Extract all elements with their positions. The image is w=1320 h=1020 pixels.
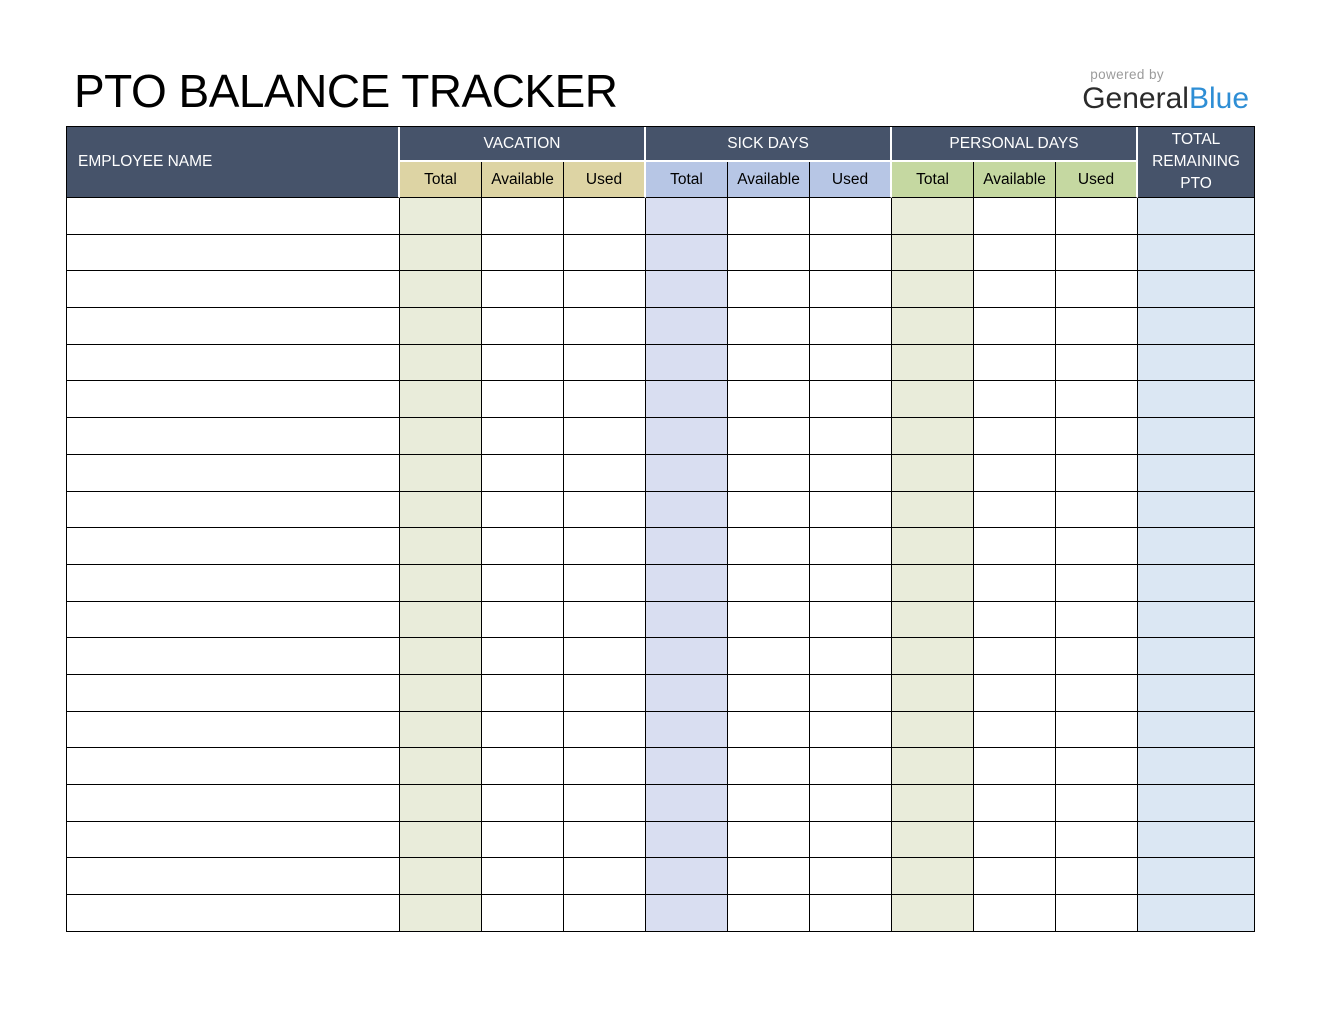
vac-total-cell[interactable] bbox=[400, 528, 482, 565]
vac-available-cell[interactable] bbox=[482, 858, 564, 895]
group-header-row bbox=[67, 127, 1255, 162]
vac-available-cell[interactable] bbox=[482, 198, 564, 235]
vac-used-cell[interactable] bbox=[564, 565, 646, 602]
total-remaining-pto-header: TOTAL REMAINING PTO bbox=[1138, 127, 1255, 198]
sick-used-cell[interactable] bbox=[810, 822, 892, 859]
pers-total-cell[interactable] bbox=[892, 345, 974, 382]
vac-available-cell[interactable] bbox=[482, 748, 564, 785]
pers-used-cell[interactable] bbox=[1056, 712, 1138, 749]
vac-total-cell[interactable] bbox=[400, 748, 482, 785]
sick-total-cell[interactable] bbox=[646, 345, 728, 382]
sick-total-cell[interactable] bbox=[646, 895, 728, 932]
sick-total-cell[interactable] bbox=[646, 638, 728, 675]
vac-available-cell[interactable] bbox=[482, 345, 564, 382]
vac-available-cell[interactable] bbox=[482, 418, 564, 455]
sick-used-cell[interactable] bbox=[810, 492, 892, 529]
employee-row bbox=[67, 308, 1255, 345]
vac-total-cell[interactable] bbox=[400, 308, 482, 345]
pers-used-cell[interactable] bbox=[1056, 418, 1138, 455]
sick-total-cell[interactable] bbox=[646, 528, 728, 565]
sick-used-cell[interactable] bbox=[810, 895, 892, 932]
sick-total-cell[interactable] bbox=[646, 492, 728, 529]
sick-total-cell[interactable] bbox=[646, 381, 728, 418]
vac-available-cell[interactable] bbox=[482, 235, 564, 272]
pers-available-cell[interactable] bbox=[974, 675, 1056, 712]
employee-name-cell[interactable] bbox=[67, 675, 400, 712]
employee-row bbox=[67, 858, 1255, 895]
pers-available-cell[interactable] bbox=[974, 235, 1056, 272]
sick-available-cell[interactable] bbox=[728, 418, 810, 455]
employee-name-cell[interactable] bbox=[67, 528, 400, 565]
group-header-vacation: VACATION bbox=[400, 127, 646, 162]
vac-total-cell[interactable] bbox=[400, 271, 482, 308]
pers-used-cell[interactable] bbox=[1056, 565, 1138, 602]
subheader-sick-total: Total bbox=[646, 162, 728, 198]
total-remaining-pto-cell[interactable] bbox=[1138, 675, 1255, 712]
subheader-personal-available: Available bbox=[974, 162, 1056, 198]
vac-used-cell[interactable] bbox=[564, 638, 646, 675]
pers-total-cell[interactable] bbox=[892, 308, 974, 345]
employee-name-cell[interactable] bbox=[67, 858, 400, 895]
vac-used-cell[interactable] bbox=[564, 418, 646, 455]
sick-available-cell[interactable] bbox=[728, 528, 810, 565]
vac-used-cell[interactable] bbox=[564, 748, 646, 785]
brand-general-text: General bbox=[1082, 82, 1189, 115]
employee-name-cell[interactable] bbox=[67, 418, 400, 455]
vac-total-cell[interactable] bbox=[400, 822, 482, 859]
sick-used-cell[interactable] bbox=[810, 785, 892, 822]
employee-row bbox=[67, 381, 1255, 418]
total-remaining-pto-cell[interactable] bbox=[1138, 418, 1255, 455]
employee-name-cell[interactable] bbox=[67, 345, 400, 382]
vac-total-cell[interactable] bbox=[400, 895, 482, 932]
vac-total-cell[interactable] bbox=[400, 638, 482, 675]
pers-used-cell[interactable] bbox=[1056, 308, 1138, 345]
employee-name-cell[interactable] bbox=[67, 271, 400, 308]
total-remaining-pto-cell[interactable] bbox=[1138, 858, 1255, 895]
sick-used-cell[interactable] bbox=[810, 455, 892, 492]
pers-total-cell[interactable] bbox=[892, 675, 974, 712]
pers-used-cell[interactable] bbox=[1056, 235, 1138, 272]
sick-used-cell[interactable] bbox=[810, 235, 892, 272]
sick-available-cell[interactable] bbox=[728, 235, 810, 272]
pers-used-cell[interactable] bbox=[1056, 858, 1138, 895]
vac-used-cell[interactable] bbox=[564, 712, 646, 749]
sick-used-cell[interactable] bbox=[810, 381, 892, 418]
sick-total-cell[interactable] bbox=[646, 198, 728, 235]
pers-available-cell[interactable] bbox=[974, 565, 1056, 602]
table-body bbox=[67, 198, 1255, 932]
employee-row bbox=[67, 638, 1255, 675]
vac-total-cell[interactable] bbox=[400, 455, 482, 492]
pers-used-cell[interactable] bbox=[1056, 675, 1138, 712]
brand-wordmark bbox=[1082, 83, 1249, 115]
vac-available-cell[interactable] bbox=[482, 381, 564, 418]
sick-total-cell[interactable] bbox=[646, 712, 728, 749]
vac-total-cell[interactable] bbox=[400, 712, 482, 749]
sick-used-cell[interactable] bbox=[810, 308, 892, 345]
employee-row bbox=[67, 675, 1255, 712]
pers-total-cell[interactable] bbox=[892, 492, 974, 529]
total-remaining-pto-cell[interactable] bbox=[1138, 712, 1255, 749]
subheader-vacation-available: Available bbox=[482, 162, 564, 198]
vac-used-cell[interactable] bbox=[564, 858, 646, 895]
employee-row bbox=[67, 895, 1255, 932]
pers-used-cell[interactable] bbox=[1056, 455, 1138, 492]
total-remaining-pto-cell[interactable] bbox=[1138, 528, 1255, 565]
total-remaining-pto-cell[interactable] bbox=[1138, 895, 1255, 932]
employee-row bbox=[67, 271, 1255, 308]
pers-available-cell[interactable] bbox=[974, 785, 1056, 822]
sick-used-cell[interactable] bbox=[810, 565, 892, 602]
sick-total-cell[interactable] bbox=[646, 785, 728, 822]
sick-available-cell[interactable] bbox=[728, 271, 810, 308]
total-remaining-pto-cell[interactable] bbox=[1138, 381, 1255, 418]
vac-available-cell[interactable] bbox=[482, 492, 564, 529]
pers-used-cell[interactable] bbox=[1056, 895, 1138, 932]
sick-total-cell[interactable] bbox=[646, 418, 728, 455]
sick-used-cell[interactable] bbox=[810, 675, 892, 712]
vac-total-cell[interactable] bbox=[400, 198, 482, 235]
table-header bbox=[67, 127, 1255, 198]
pers-total-cell[interactable] bbox=[892, 785, 974, 822]
pto-balance-table bbox=[66, 126, 1255, 932]
vac-used-cell[interactable] bbox=[564, 822, 646, 859]
vac-used-cell[interactable] bbox=[564, 235, 646, 272]
generalblue-logo bbox=[1082, 67, 1249, 115]
pers-total-cell[interactable] bbox=[892, 565, 974, 602]
employee-row bbox=[67, 455, 1255, 492]
employee-row bbox=[67, 198, 1255, 235]
total-remaining-pto-cell[interactable] bbox=[1138, 235, 1255, 272]
total-remaining-pto-cell[interactable] bbox=[1138, 455, 1255, 492]
brand-blue-text: Blue bbox=[1188, 82, 1249, 115]
total-remaining-pto-cell[interactable] bbox=[1138, 565, 1255, 602]
vac-total-cell[interactable] bbox=[400, 785, 482, 822]
pers-used-cell[interactable] bbox=[1056, 492, 1138, 529]
sick-used-cell[interactable] bbox=[810, 712, 892, 749]
pers-used-cell[interactable] bbox=[1056, 602, 1138, 639]
vac-available-cell[interactable] bbox=[482, 528, 564, 565]
vac-total-cell[interactable] bbox=[400, 565, 482, 602]
subheader-personal-used: Used bbox=[1056, 162, 1138, 198]
pers-available-cell[interactable] bbox=[974, 418, 1056, 455]
employee-row bbox=[67, 528, 1255, 565]
employee-row bbox=[67, 235, 1255, 272]
employee-name-cell[interactable] bbox=[67, 822, 400, 859]
employee-name-cell[interactable] bbox=[67, 895, 400, 932]
pers-used-cell[interactable] bbox=[1056, 345, 1138, 382]
vac-total-cell[interactable] bbox=[400, 602, 482, 639]
sick-available-cell[interactable] bbox=[728, 381, 810, 418]
vac-available-cell[interactable] bbox=[482, 785, 564, 822]
vac-total-cell[interactable] bbox=[400, 858, 482, 895]
pers-available-cell[interactable] bbox=[974, 602, 1056, 639]
vac-used-cell[interactable] bbox=[564, 345, 646, 382]
vac-used-cell[interactable] bbox=[564, 528, 646, 565]
subheader-vacation-used: Used bbox=[564, 162, 646, 198]
employee-row bbox=[67, 748, 1255, 785]
sick-available-cell[interactable] bbox=[728, 785, 810, 822]
pers-available-cell[interactable] bbox=[974, 381, 1056, 418]
pers-available-cell[interactable] bbox=[974, 748, 1056, 785]
sick-used-cell[interactable] bbox=[810, 858, 892, 895]
vac-used-cell[interactable] bbox=[564, 602, 646, 639]
pers-available-cell[interactable] bbox=[974, 822, 1056, 859]
sick-available-cell[interactable] bbox=[728, 895, 810, 932]
vac-used-cell[interactable] bbox=[564, 675, 646, 712]
sick-available-cell[interactable] bbox=[728, 492, 810, 529]
sick-available-cell[interactable] bbox=[728, 602, 810, 639]
pers-total-cell[interactable] bbox=[892, 895, 974, 932]
vac-available-cell[interactable] bbox=[482, 565, 564, 602]
employee-name-cell[interactable] bbox=[67, 235, 400, 272]
employee-row bbox=[67, 418, 1255, 455]
pers-available-cell[interactable] bbox=[974, 492, 1056, 529]
pers-available-cell[interactable] bbox=[974, 308, 1056, 345]
sick-used-cell[interactable] bbox=[810, 528, 892, 565]
subheader-sick-available: Available bbox=[728, 162, 810, 198]
powered-by-text: powered by bbox=[1090, 67, 1165, 82]
vac-available-cell[interactable] bbox=[482, 271, 564, 308]
pers-available-cell[interactable] bbox=[974, 528, 1056, 565]
page-title: PTO BALANCE TRACKER bbox=[74, 65, 618, 117]
employee-row bbox=[67, 345, 1255, 382]
vac-available-cell[interactable] bbox=[482, 822, 564, 859]
employee-name-cell[interactable] bbox=[67, 565, 400, 602]
total-remaining-pto-cell[interactable] bbox=[1138, 271, 1255, 308]
sick-available-cell[interactable] bbox=[728, 638, 810, 675]
sick-used-cell[interactable] bbox=[810, 345, 892, 382]
sick-available-cell[interactable] bbox=[728, 198, 810, 235]
employee-name-header: EMPLOYEE NAME bbox=[67, 127, 400, 198]
pers-total-cell[interactable] bbox=[892, 528, 974, 565]
pers-total-cell[interactable] bbox=[892, 602, 974, 639]
employee-name-cell[interactable] bbox=[67, 455, 400, 492]
sick-available-cell[interactable] bbox=[728, 565, 810, 602]
employee-row bbox=[67, 565, 1255, 602]
pers-available-cell[interactable] bbox=[974, 345, 1056, 382]
sick-available-cell[interactable] bbox=[728, 455, 810, 492]
pers-total-cell[interactable] bbox=[892, 381, 974, 418]
group-header-sick-days: SICK DAYS bbox=[646, 127, 892, 162]
sick-available-cell[interactable] bbox=[728, 822, 810, 859]
vac-used-cell[interactable] bbox=[564, 492, 646, 529]
employee-name-cell[interactable] bbox=[67, 308, 400, 345]
pers-available-cell[interactable] bbox=[974, 712, 1056, 749]
pers-total-cell[interactable] bbox=[892, 198, 974, 235]
vac-total-cell[interactable] bbox=[400, 675, 482, 712]
sick-available-cell[interactable] bbox=[728, 712, 810, 749]
total-remaining-pto-cell[interactable] bbox=[1138, 602, 1255, 639]
vac-total-cell[interactable] bbox=[400, 345, 482, 382]
employee-name-cell[interactable] bbox=[67, 381, 400, 418]
sick-available-cell[interactable] bbox=[728, 308, 810, 345]
pers-available-cell[interactable] bbox=[974, 198, 1056, 235]
subheader-personal-total: Total bbox=[892, 162, 974, 198]
pers-total-cell[interactable] bbox=[892, 455, 974, 492]
vac-used-cell[interactable] bbox=[564, 198, 646, 235]
sick-total-cell[interactable] bbox=[646, 675, 728, 712]
pers-used-cell[interactable] bbox=[1056, 748, 1138, 785]
employee-row bbox=[67, 602, 1255, 639]
total-remaining-pto-cell[interactable] bbox=[1138, 345, 1255, 382]
sick-used-cell[interactable] bbox=[810, 602, 892, 639]
group-header-personal-days: PERSONAL DAYS bbox=[892, 127, 1138, 162]
vac-available-cell[interactable] bbox=[482, 602, 564, 639]
vac-used-cell[interactable] bbox=[564, 895, 646, 932]
vac-total-cell[interactable] bbox=[400, 418, 482, 455]
sick-total-cell[interactable] bbox=[646, 565, 728, 602]
vac-used-cell[interactable] bbox=[564, 271, 646, 308]
pers-available-cell[interactable] bbox=[974, 271, 1056, 308]
sick-used-cell[interactable] bbox=[810, 271, 892, 308]
total-remaining-pto-cell[interactable] bbox=[1138, 748, 1255, 785]
pers-total-cell[interactable] bbox=[892, 271, 974, 308]
pers-total-cell[interactable] bbox=[892, 822, 974, 859]
employee-name-cell[interactable] bbox=[67, 492, 400, 529]
vac-used-cell[interactable] bbox=[564, 785, 646, 822]
pers-available-cell[interactable] bbox=[974, 638, 1056, 675]
vac-total-cell[interactable] bbox=[400, 381, 482, 418]
pers-used-cell[interactable] bbox=[1056, 785, 1138, 822]
vac-used-cell[interactable] bbox=[564, 455, 646, 492]
sick-used-cell[interactable] bbox=[810, 638, 892, 675]
pers-available-cell[interactable] bbox=[974, 895, 1056, 932]
vac-total-cell[interactable] bbox=[400, 492, 482, 529]
vac-available-cell[interactable] bbox=[482, 455, 564, 492]
pers-used-cell[interactable] bbox=[1056, 198, 1138, 235]
total-remaining-pto-cell[interactable] bbox=[1138, 308, 1255, 345]
sick-total-cell[interactable] bbox=[646, 602, 728, 639]
total-remaining-pto-cell[interactable] bbox=[1138, 822, 1255, 859]
pers-total-cell[interactable] bbox=[892, 712, 974, 749]
pers-used-cell[interactable] bbox=[1056, 638, 1138, 675]
vac-available-cell[interactable] bbox=[482, 895, 564, 932]
sick-used-cell[interactable] bbox=[810, 198, 892, 235]
sick-total-cell[interactable] bbox=[646, 822, 728, 859]
vac-available-cell[interactable] bbox=[482, 308, 564, 345]
sick-total-cell[interactable] bbox=[646, 308, 728, 345]
sick-total-cell[interactable] bbox=[646, 235, 728, 272]
sick-available-cell[interactable] bbox=[728, 345, 810, 382]
employee-row bbox=[67, 712, 1255, 749]
total-remaining-pto-cell[interactable] bbox=[1138, 785, 1255, 822]
pers-total-cell[interactable] bbox=[892, 748, 974, 785]
total-remaining-pto-cell[interactable] bbox=[1138, 492, 1255, 529]
vac-available-cell[interactable] bbox=[482, 638, 564, 675]
pers-used-cell[interactable] bbox=[1056, 271, 1138, 308]
pers-total-cell[interactable] bbox=[892, 638, 974, 675]
pers-total-cell[interactable] bbox=[892, 235, 974, 272]
employee-row bbox=[67, 785, 1255, 822]
vac-used-cell[interactable] bbox=[564, 308, 646, 345]
employee-name-cell[interactable] bbox=[67, 638, 400, 675]
employee-row bbox=[67, 492, 1255, 529]
employee-name-cell[interactable] bbox=[67, 748, 400, 785]
vac-used-cell[interactable] bbox=[564, 381, 646, 418]
employee-name-cell[interactable] bbox=[67, 785, 400, 822]
sick-total-cell[interactable] bbox=[646, 858, 728, 895]
employee-name-cell[interactable] bbox=[67, 602, 400, 639]
vac-available-cell[interactable] bbox=[482, 712, 564, 749]
sick-available-cell[interactable] bbox=[728, 748, 810, 785]
sick-total-cell[interactable] bbox=[646, 271, 728, 308]
pers-total-cell[interactable] bbox=[892, 858, 974, 895]
pers-available-cell[interactable] bbox=[974, 455, 1056, 492]
subheader-vacation-total: Total bbox=[400, 162, 482, 198]
sick-total-cell[interactable] bbox=[646, 455, 728, 492]
vac-available-cell[interactable] bbox=[482, 675, 564, 712]
sick-used-cell[interactable] bbox=[810, 418, 892, 455]
pers-used-cell[interactable] bbox=[1056, 381, 1138, 418]
total-remaining-pto-cell[interactable] bbox=[1138, 638, 1255, 675]
subheader-sick-used: Used bbox=[810, 162, 892, 198]
vac-total-cell[interactable] bbox=[400, 235, 482, 272]
pers-total-cell[interactable] bbox=[892, 418, 974, 455]
pers-used-cell[interactable] bbox=[1056, 822, 1138, 859]
employee-name-cell[interactable] bbox=[67, 712, 400, 749]
sick-total-cell[interactable] bbox=[646, 748, 728, 785]
sick-available-cell[interactable] bbox=[728, 858, 810, 895]
employee-name-cell[interactable] bbox=[67, 198, 400, 235]
pers-available-cell[interactable] bbox=[974, 858, 1056, 895]
total-remaining-pto-cell[interactable] bbox=[1138, 198, 1255, 235]
pers-used-cell[interactable] bbox=[1056, 528, 1138, 565]
sick-available-cell[interactable] bbox=[728, 675, 810, 712]
employee-row bbox=[67, 822, 1255, 859]
sick-used-cell[interactable] bbox=[810, 748, 892, 785]
